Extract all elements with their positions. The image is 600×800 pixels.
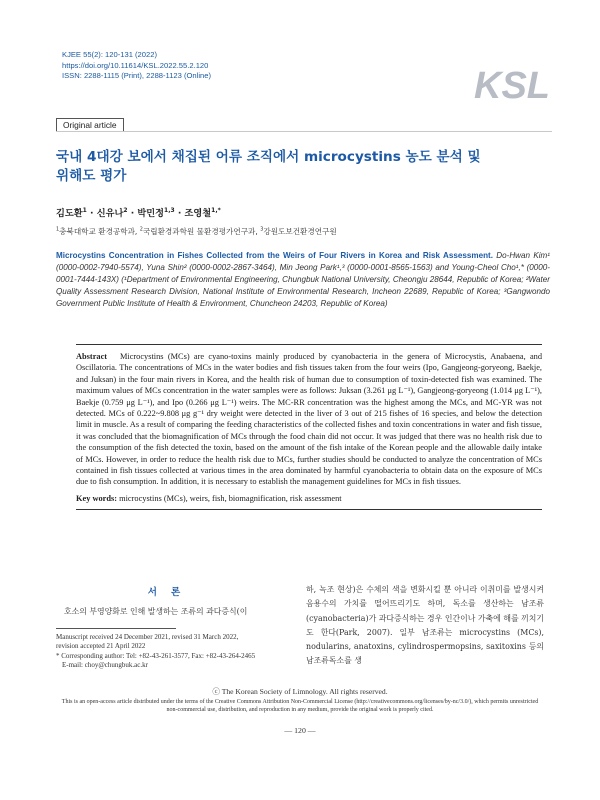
manuscript-footnote	[56, 633, 292, 670]
footnote-accepted: revision accepted 21 April 2022	[56, 642, 146, 651]
affiliation-mark: 2	[139, 226, 143, 233]
abstract-text: Microcystins (MCs) are cyano-toxins mainly produced by cyanobacteria in the genera of Microcystis, Anabaena, and Oscillatoria. The concentrations of MCs in the water bodies and fish tissues taken from the four weirs (Ipo, Gangjeong-goryeong, Baekje, and Juksan) in the four main rivers in Korea, and the health risk of human due to consumption of toxin-detected fish was examined. The maximum values of MCs concentration in the water samples were as follows: Juksan (3.261 μg L⁻¹), Gangjeong-goryeong (1.014 μg L⁻¹), Baekje (0.759 μg L⁻¹), and Ipo (0.266 μg L⁻¹) weirs. The MC-RR concentration was the highest among the MCs, and MC-YR was not detected. MCs of 0.222~9.808 μg g⁻¹ dry weight were detected in the liver of 3 out of 215 fishes of 16 species, and below the detection limit in muscle. As a result of comparing the feeding characteristics of the collected fishes and toxin concentrations in water and fish tissue, it was concluded that the biomagnification of MCs through the food chain did not occur. It was judged that there was no health risk due to the consumption of the fish detected the toxin, based on the amount of the fish intake of the Korean people and the allowable daily intake of MCs. However, in order to reduce the health risk due to MCs, further studies should be conducted to analyze the concentration of MCs contained in fish tissues collected at various times in the area dominated by harmful cyanobacteria to obtain data on the exposure of MCs due to fish consumption. In addition, it is necessary to establish the management guidelines for MCs in fish tissues.	[76, 352, 542, 487]
journal-header	[62, 50, 211, 82]
author-separator: ·	[177, 208, 182, 219]
article-title-korean	[56, 148, 526, 186]
logo-text: KSL	[474, 65, 550, 106]
affiliation-text: 강원도보건환경연구원	[263, 227, 337, 236]
abstract-label: Abstract	[76, 352, 108, 361]
license-text: This is an open-access article distributed under the terms of the Creative Commons Attribution Non-Commercial License (http://creativecommons.org/licenses/by-nc/3.0/), which permits unrestricted non-commercial use, distribution, and reproduction in any medium, provide the original work is properly cited.	[61, 699, 539, 714]
affiliation-text: 충북대학교 환경공학과,	[59, 227, 140, 236]
header-divider	[56, 131, 552, 132]
footnote-divider	[56, 628, 176, 629]
keywords-text: microcystins (MCs), weirs, fish, biomagnification, risk assessment	[117, 493, 342, 503]
author-affiliation-mark: 2	[123, 206, 128, 214]
issn-line: ISSN: 2288-1115 (Print), 2288-1123 (Online)	[62, 71, 212, 81]
affiliation-mark: 1	[56, 226, 60, 233]
author-affiliation-mark: 1,*	[211, 206, 221, 214]
author-separator: ·	[90, 208, 94, 219]
title-line-2: 위해도 평가	[56, 168, 127, 184]
english-authors-affiliations: Do-Hwan Kim¹ (0000-0002-7940-5574), Yuna Shin² (0000-0002-2867-3464), Min Jeong Park¹,³ (0000-0001-8565-1563) and Young-Cheol Cho¹,* (0000-0001-7444-143X) (¹Department of Environmental Engineering, Chungbuk National University, Cheongju 28644, Republic of Korea; ²Water Quality Assessment Research Division, National Institute of Environmental Research, Incheon 22689, Republic of Korea; ³Gangwondo Government Public Institute of Health & Environment, Chuncheon 24203, Republic of Korea)	[56, 251, 550, 309]
keywords-label: Key words:	[76, 493, 118, 503]
doi-link[interactable]: https://doi.org/10.11614/KSL.2022.55.2.120	[62, 60, 209, 70]
author-affiliation-mark: 1	[82, 206, 87, 214]
affiliations-korean	[56, 226, 337, 237]
article-type-badge: Original article	[56, 118, 124, 132]
abstract	[76, 351, 542, 488]
english-title-block	[56, 250, 550, 310]
ksl-logo	[472, 62, 552, 106]
journal-citation: KJEE 55(2): 120-131 (2022)	[62, 50, 157, 59]
copyright-line: ⓒ The Korean Society of Limnology. All rights reserved.	[212, 687, 388, 696]
title-line-1: 국내 4대강 보에서 채집된 어류 조직에서 microcystins 농도 분석 및	[56, 149, 481, 165]
author-name: 박민정	[137, 208, 165, 219]
affiliation-text: 국립환경과학원 물환경평가연구과,	[142, 227, 261, 236]
keywords	[76, 493, 542, 504]
author-separator: ·	[130, 208, 135, 219]
author-name: 신유나	[96, 208, 124, 219]
intro-right-column-text: 하, 녹조 현상)은 수체의 색을 변화시킬 뿐 아니라 이취미를 발생시켜 음용수의 가치를 떨어뜨리기도 하며, 독소를 생산하는 남조류(cyanobacteria)가 과다증식하는 경우 인간이나 가축에 해를 끼치기도 한다(Park, 2007). 일부 남조류는 microcystins (MCs), nodularins, anatoxins, cylindrospermopsins, saxitoxins 등의 남조류독소를 생	[306, 585, 544, 666]
affiliation-mark: 3	[260, 226, 264, 233]
english-title: Microcystins Concentration in Fishes Collected from the Weirs of Four Rivers in Korea and Risk Assessment.	[56, 251, 493, 260]
page-number: — 120 —	[284, 726, 316, 735]
footnote-corresponding: * Corresponding author: Tel: +82-43-261-3577, Fax: +82-43-264-2465	[56, 651, 256, 660]
author-list	[56, 205, 221, 219]
intro-left-column-text: 호소의 부영양화로 인해 발생하는 조류의 과다증식(이	[64, 607, 248, 616]
abstract-box	[76, 344, 542, 510]
author-affiliation-mark: 1,3	[164, 206, 175, 214]
author-name: 김도환	[56, 208, 83, 219]
author-name: 조영철	[184, 208, 212, 219]
footnote-email[interactable]: E-mail: choy@chungbuk.ac.kr	[62, 660, 148, 669]
section-heading-introduction: 서론	[147, 587, 195, 598]
footnote-received: Manuscript received 24 December 2021, revised 31 March 2022,	[56, 633, 239, 641]
